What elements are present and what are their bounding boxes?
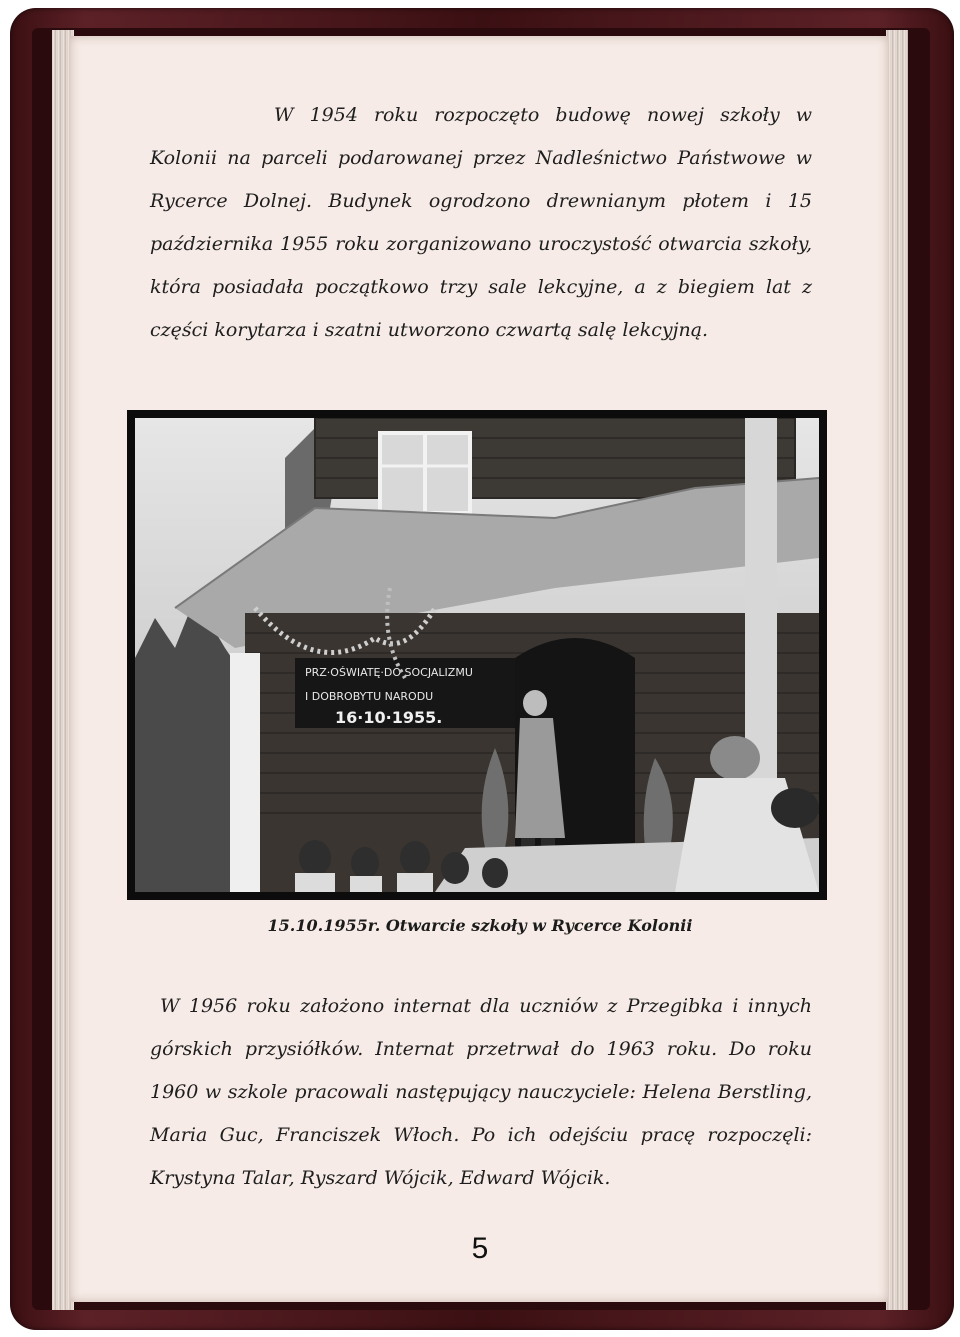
banner-line2: I DOBROBYTU NARODU bbox=[305, 690, 434, 703]
school-opening-photo bbox=[135, 418, 819, 892]
page-stack-right bbox=[886, 30, 908, 1310]
paragraph-boarding-school: W 1956 roku założono internat dla uczniów z Przegibka i innych górskich przysiółków. Internat przetrwał do 1963 roku. Do roku 1960 w szkole pracowali następujący nauczyciele: Helena Berstling, Maria Guc, Franciszek Włoch. Po ich odejściu pracę rozpoczęli: Krystyna Talar, Ryszard Wójcik, Edward Wójcik. bbox=[150, 995, 812, 1189]
historical-photo bbox=[127, 410, 827, 900]
banner-date: 16·10·1955. bbox=[335, 708, 443, 727]
photo-caption: 15.10.1955r. Otwarcie szkoły w Rycerce Kolonii bbox=[267, 916, 693, 935]
banner-line1: PRZ·OŚWIATĘ·DO SOCJALIZMU bbox=[305, 666, 473, 679]
paragraph-school-construction: W 1954 roku rozpoczęto budowę nowej szkoły w Kolonii na parceli podarowanej przez Nadleśnictwo Państwowe w Rycerce Dolnej. Budynek ogrodzono drewnianym płotem i 15 października 1955 roku zorganizowano uroczystość otwarcia szkoły, która posiadała początkowo trzy sale lekcyjne, a z biegiem lat z części korytarza i szatni utworzono czwartą salę lekcyjną. bbox=[150, 104, 812, 341]
page-number: 5 bbox=[471, 1232, 489, 1265]
